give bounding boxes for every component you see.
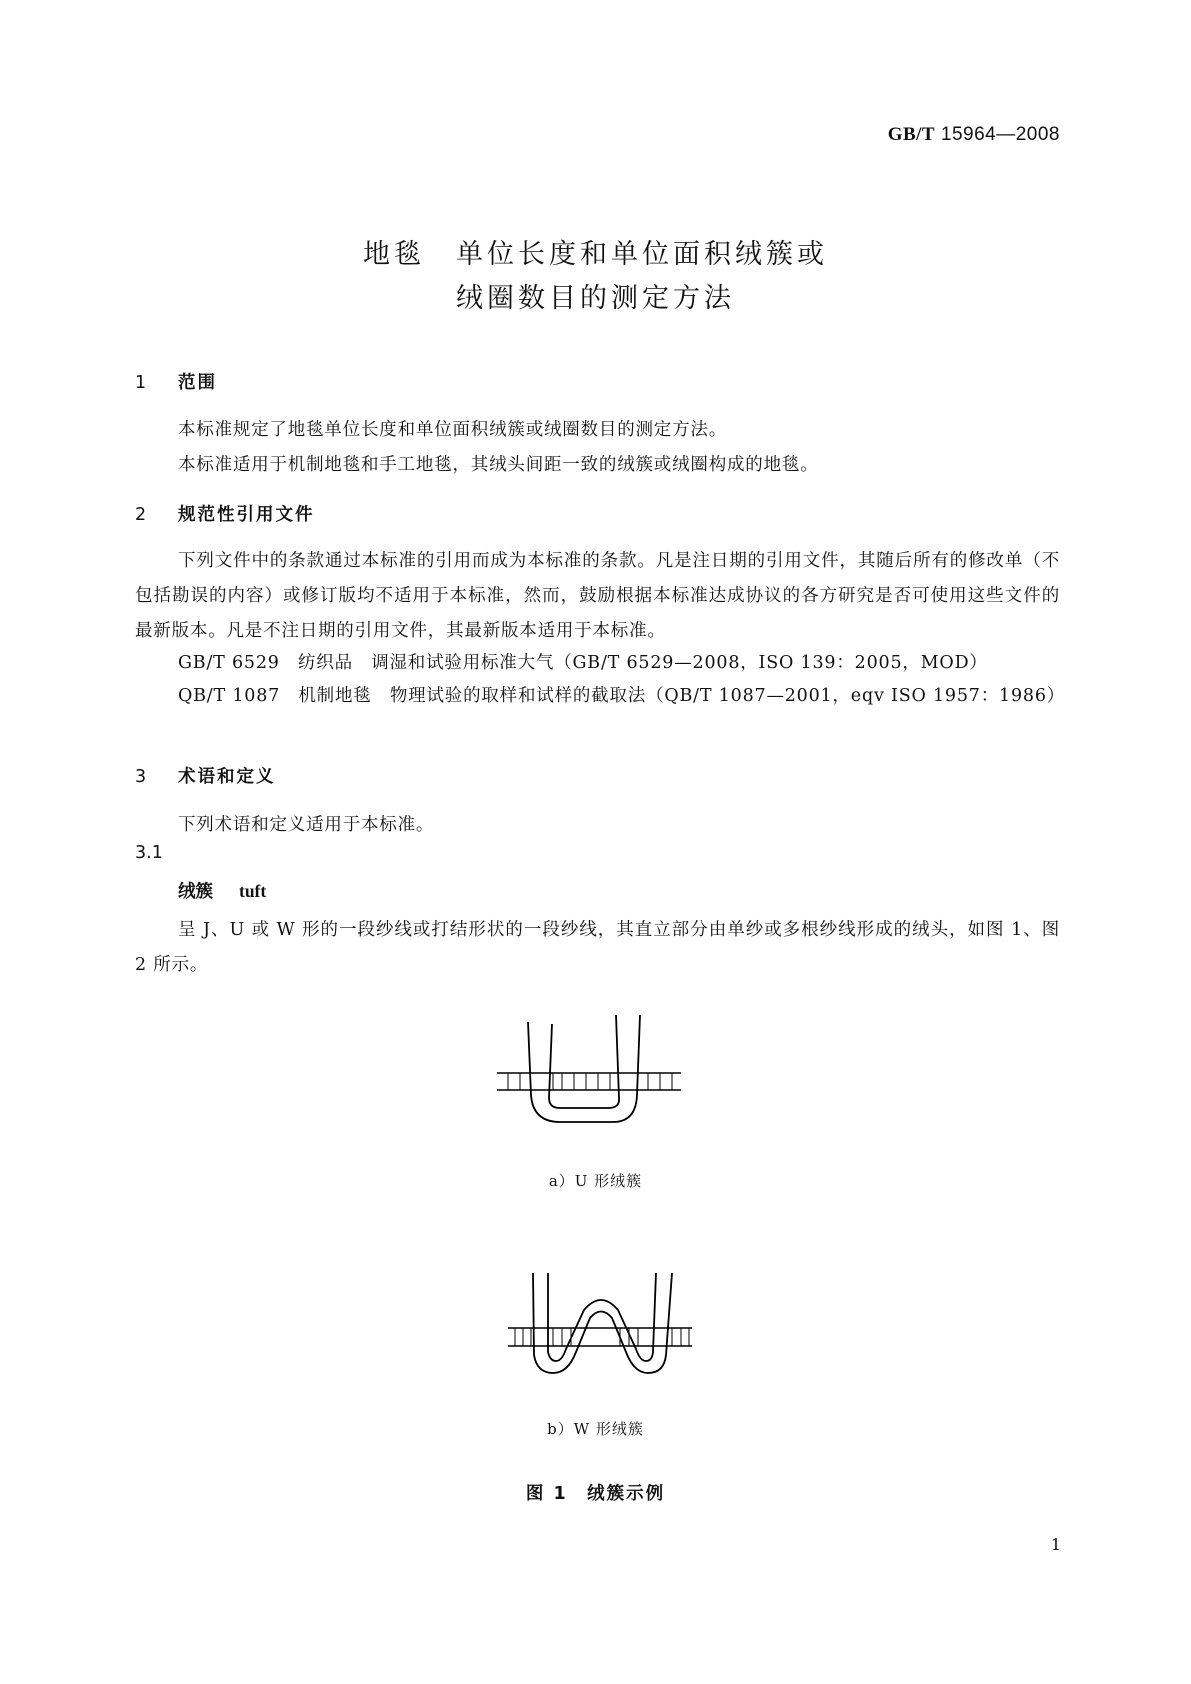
reference-item-gb-t-6529: GB/T 6529 纺织品 调湿和试验用标准大气（GB/T 6529—2008，ISO 139：2005，MOD） [178,653,988,673]
section-number: 1 [135,373,149,393]
page-number: 1 [1050,1535,1061,1554]
term-zh: 绒簇 [178,882,213,902]
reference-item-qb-t-1087: QB/T 1087 机制地毯 物理试验的取样和试样的截取法（QB/T 1087—2001，eqv ISO 1957：1986） [178,686,1066,706]
term-number: 3.1 [135,843,163,863]
section-title: 术语和定义 [178,767,276,787]
figure-title: 图 1 绒簇示例 [525,1484,666,1504]
terms-intro-paragraph: 下列术语和定义适用于本标准。 [178,815,435,835]
standard-prefix: GB/T [887,124,936,145]
term-en: tuft [239,881,267,901]
document-title-line-2: 绒圈数目的测定方法 [456,283,735,314]
subfigure-caption-w-tuft: b）W 形绒簇 [547,1420,644,1438]
standard-number: 15964—2008 [940,124,1060,145]
references-intro-paragraph: 下列文件中的条款通过本标准的引用而成为本标准的条款。凡是注日期的引用文件，其随后所有的修改单（不包括勘误的内容）或修订版均不适用于本标准，然而，鼓励根据本标准达成协议的各方研究是否可使用这些文件的最新版本。凡是不注日期的引用文件，其最新版本适用于本标准。 [135,551,1060,641]
term-definition: 呈 J、U 或 W 形的一段纱线或打结形状的一段纱线，其直立部分由单纱或多根纱线形成的绒头，如图 1、图 2 所示。 [135,920,1060,975]
document-title-line-1: 地毯 单位长度和单位面积绒簇或 [363,239,828,270]
section-title: 范围 [178,373,217,393]
scope-paragraph-1: 本标准规定了地毯单位长度和单位面积绒簇或绒圈数目的测定方法。 [178,420,727,440]
subfigure-caption-u-tuft: a）U 形绒簇 [548,1172,643,1190]
section-number: 2 [135,505,149,525]
section-number: 3 [135,767,149,787]
scope-paragraph-2: 本标准适用于机制地毯和手工地毯，其绒头间距一致的绒簇或绒圈构成的地毯。 [178,455,819,475]
section-title: 规范性引用文件 [178,505,315,525]
